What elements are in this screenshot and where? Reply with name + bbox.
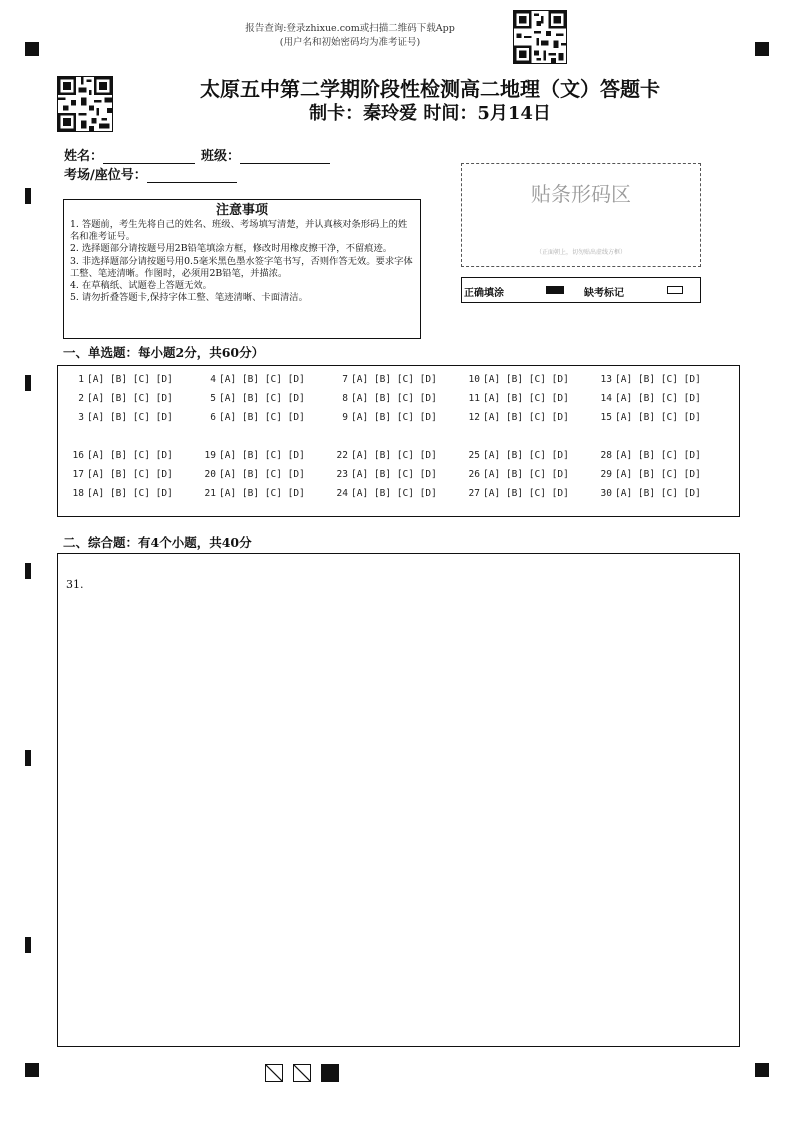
page-title: 太原五中第二学期阶段性检测高二地理（文）答题卡: [200, 77, 660, 101]
question-number: 6: [210, 412, 216, 423]
report-query-line2: (用户名和初始密码均为准考证号): [279, 37, 421, 48]
choice-options[interactable]: [A] [B] [C] [D]: [483, 450, 569, 461]
correct-fill-label: 正确填涂: [464, 288, 504, 299]
single-choice-grid: [57, 365, 740, 517]
choice-item-16[interactable]: [66, 450, 173, 461]
question-number: 8: [342, 393, 348, 404]
notice-item: 5. 请勿折叠答题卡,保持字体工整、笔迹清晰、卡面清洁。: [70, 292, 308, 304]
choice-item-29[interactable]: [594, 469, 701, 480]
question-number: 25: [468, 450, 480, 461]
question-number: 20: [204, 469, 216, 480]
choice-item-26[interactable]: [462, 469, 569, 480]
choice-options[interactable]: [A] [B] [C] [D]: [87, 450, 173, 461]
choice-options[interactable]: [A] [B] [C] [D]: [483, 374, 569, 385]
notice-item: 1. 答题前，考生先将自己的姓名、班级、考场填写清楚，并认真核对条形码上的姓名和准考证号。: [70, 219, 408, 243]
choice-options[interactable]: [A] [B] [C] [D]: [483, 412, 569, 423]
question-number: 19: [204, 450, 216, 461]
choice-item-2[interactable]: [66, 393, 173, 404]
choice-item-9[interactable]: [330, 412, 437, 423]
choice-item-23[interactable]: [330, 469, 437, 480]
corner-mark-tr: [755, 42, 769, 56]
choice-options[interactable]: [A] [B] [C] [D]: [87, 469, 173, 480]
question-number: 15: [600, 412, 612, 423]
question-number: 5: [210, 393, 216, 404]
page-mark-filled-icon: [321, 1064, 339, 1082]
corner-mark-bl: [25, 1063, 39, 1077]
choice-options[interactable]: [A] [B] [C] [D]: [483, 488, 569, 499]
section2-heading: 二、综合题：有4个小题，共40分: [63, 535, 252, 550]
question-number: 10: [468, 374, 480, 385]
question-number: 2: [78, 393, 84, 404]
question-number: 27: [468, 488, 480, 499]
class-label: 班级：: [201, 149, 241, 164]
choice-item-14[interactable]: [594, 393, 701, 404]
section1-heading: 一、单选题：每小题2分，共60分）: [63, 345, 265, 360]
choice-item-20[interactable]: [198, 469, 305, 480]
class-line: [240, 149, 330, 164]
choice-item-21[interactable]: [198, 488, 305, 499]
page-mark-slash-icon: [265, 1064, 283, 1082]
choice-item-30[interactable]: [594, 488, 701, 499]
choice-options[interactable]: [A] [B] [C] [D]: [615, 393, 701, 404]
fill-legend: [461, 277, 701, 303]
notice-item: 4. 在草稿纸、试题卷上答题无效。: [70, 280, 212, 292]
notice-title: 注意事项: [215, 203, 268, 218]
choice-item-22[interactable]: [330, 450, 437, 461]
question-number: 29: [600, 469, 612, 480]
choice-options[interactable]: [A] [B] [C] [D]: [615, 412, 701, 423]
barcode-title: 贴条形码区: [531, 182, 631, 206]
question-number: 11: [468, 393, 480, 404]
choice-item-17[interactable]: [66, 469, 173, 480]
choice-options[interactable]: [A] [B] [C] [D]: [615, 469, 701, 480]
timing-mark: [25, 750, 31, 766]
corner-mark-br: [755, 1063, 769, 1077]
choice-options[interactable]: [A] [B] [C] [D]: [219, 374, 305, 385]
absent-mark-label: 缺考标记: [584, 288, 624, 299]
question-number: 1: [78, 374, 84, 385]
report-query-note: [200, 22, 500, 50]
choice-item-11[interactable]: [462, 393, 569, 404]
choice-options[interactable]: [A] [B] [C] [D]: [615, 450, 701, 461]
choice-item-12[interactable]: [462, 412, 569, 423]
question-number: 12: [468, 412, 480, 423]
correct-fill-sample-icon: [546, 286, 564, 294]
choice-options[interactable]: [A] [B] [C] [D]: [483, 469, 569, 480]
question-number: 7: [342, 374, 348, 385]
choice-item-6[interactable]: [198, 412, 305, 423]
choice-item-27[interactable]: [462, 488, 569, 499]
choice-options[interactable]: [A] [B] [C] [D]: [351, 488, 437, 499]
seat-label: 考场/座位号：: [64, 168, 147, 183]
choice-item-8[interactable]: [330, 393, 437, 404]
question-number: 16: [72, 450, 84, 461]
name-label: 姓名：: [64, 149, 104, 164]
card-qr-code-icon: [57, 76, 113, 132]
choice-options[interactable]: [A] [B] [C] [D]: [219, 412, 305, 423]
choice-item-7[interactable]: [330, 374, 437, 385]
choice-item-4[interactable]: [198, 374, 305, 385]
question-31-label: 31.: [66, 578, 84, 591]
question-number: 3: [78, 412, 84, 423]
report-query-line1: 报告查询:登录zhixue.com或扫描二维码下载App: [245, 23, 455, 34]
choice-item-5[interactable]: [198, 393, 305, 404]
choice-options[interactable]: [A] [B] [C] [D]: [87, 488, 173, 499]
app-qr-code-icon: [513, 10, 567, 64]
choice-options[interactable]: [A] [B] [C] [D]: [615, 488, 701, 499]
absent-mark-box[interactable]: [667, 286, 683, 294]
choice-item-18[interactable]: [66, 488, 173, 499]
corner-mark-tl: [25, 42, 39, 56]
name-field[interactable]: [64, 145, 195, 164]
choice-item-13[interactable]: [594, 374, 701, 385]
question-number: 13: [600, 374, 612, 385]
seat-field[interactable]: [64, 164, 237, 183]
question-number: 17: [72, 469, 84, 480]
choice-options[interactable]: [A] [B] [C] [D]: [219, 393, 305, 404]
question-number: 26: [468, 469, 480, 480]
choice-options[interactable]: [A] [B] [C] [D]: [351, 469, 437, 480]
question-number: 21: [204, 488, 216, 499]
question-number: 4: [210, 374, 216, 385]
question-number: 9: [342, 412, 348, 423]
barcode-area: [461, 163, 701, 267]
choice-item-1[interactable]: [66, 374, 173, 385]
choice-item-24[interactable]: [330, 488, 437, 499]
barcode-hint: （正面朝上，切勿贴出虚线方框）: [535, 249, 626, 256]
page-mark-slash-icon: [293, 1064, 311, 1082]
choice-options[interactable]: [A] [B] [C] [D]: [483, 393, 569, 404]
answer-area-31[interactable]: [57, 553, 740, 1047]
question-number: 18: [72, 488, 84, 499]
choice-item-25[interactable]: [462, 450, 569, 461]
question-number: 24: [336, 488, 348, 499]
choice-options[interactable]: [A] [B] [C] [D]: [351, 412, 437, 423]
choice-options[interactable]: [A] [B] [C] [D]: [351, 450, 437, 461]
choice-options[interactable]: [A] [B] [C] [D]: [219, 488, 305, 499]
question-number: 28: [600, 450, 612, 461]
question-number: 23: [336, 469, 348, 480]
name-line: [103, 149, 195, 164]
choice-options[interactable]: [A] [B] [C] [D]: [87, 374, 173, 385]
page-subtitle: 制卡：秦玲爱 时间：5月14日: [309, 103, 551, 124]
choice-options[interactable]: [A] [B] [C] [D]: [87, 393, 173, 404]
timing-mark: [25, 937, 31, 953]
choice-options[interactable]: [A] [B] [C] [D]: [351, 374, 437, 385]
question-number: 22: [336, 450, 348, 461]
choice-options[interactable]: [A] [B] [C] [D]: [219, 469, 305, 480]
choice-item-19[interactable]: [198, 450, 305, 461]
class-field[interactable]: [201, 145, 330, 164]
choice-item-10[interactable]: [462, 374, 569, 385]
timing-mark: [25, 188, 31, 204]
question-number: 30: [600, 488, 612, 499]
choice-item-15[interactable]: [594, 412, 701, 423]
choice-item-28[interactable]: [594, 450, 701, 461]
notice-item: 2. 选择题部分请按题号用2B铅笔填涂方框，修改时用橡皮擦干净，不留痕迹。: [70, 243, 393, 255]
question-number: 14: [600, 393, 612, 404]
timing-mark: [25, 375, 31, 391]
choice-options[interactable]: [A] [B] [C] [D]: [615, 374, 701, 385]
choice-options[interactable]: [A] [B] [C] [D]: [351, 393, 437, 404]
choice-item-3[interactable]: [66, 412, 173, 423]
choice-options[interactable]: [A] [B] [C] [D]: [87, 412, 173, 423]
seat-line: [147, 168, 237, 183]
choice-options[interactable]: [A] [B] [C] [D]: [219, 450, 305, 461]
timing-mark: [25, 563, 31, 579]
notice-item: 3. 非选择题部分请按题号用0.5毫米黑色墨水签字笔书写，否则作答无效。要求字体工整、笔迹清晰。作图时，必须用2B铅笔，并描浓。: [70, 255, 413, 279]
notice-box: [63, 199, 421, 339]
